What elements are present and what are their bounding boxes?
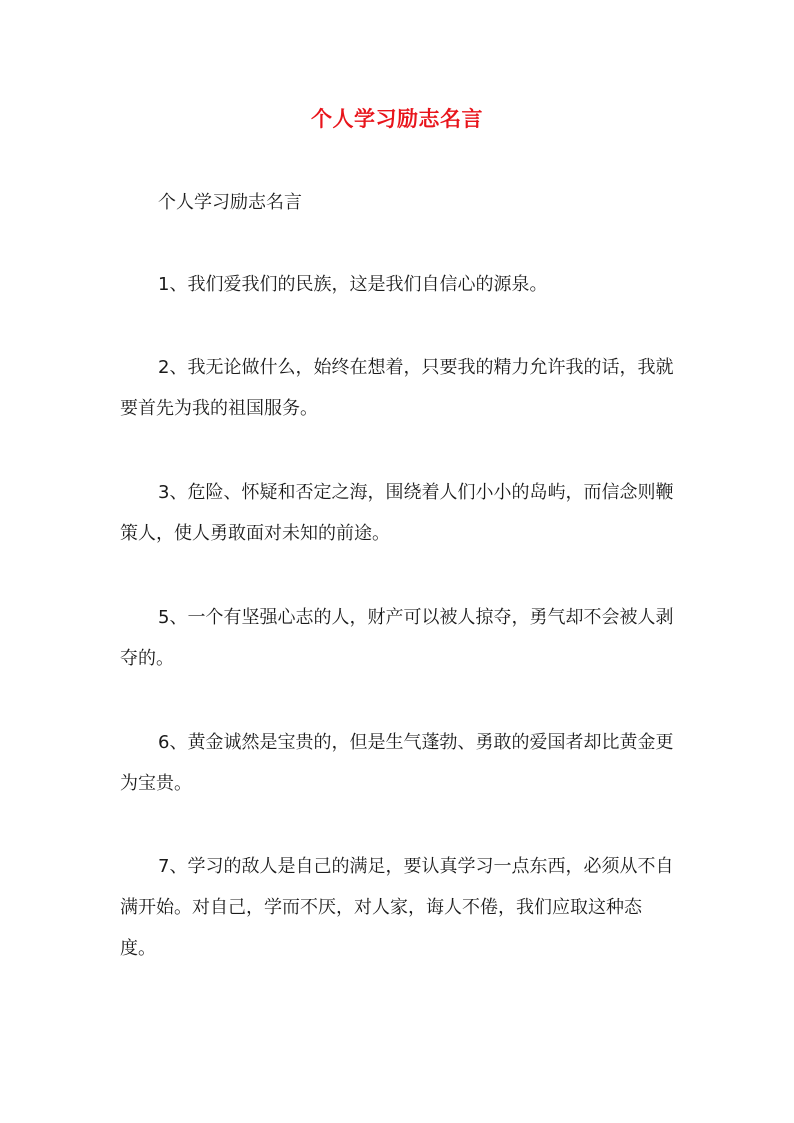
quote-paragraph-1: 1、我们爱我们的民族，这是我们自信心的源泉。 [158,274,548,295]
intro-paragraph: 个人学习励志名言 [158,192,302,213]
document-title: 个人学习励志名言 [311,107,483,131]
quote-paragraph-6: 6、黄金诚然是宝贵的，但是生气蓬勃、勇敢的爱国者却比黄金更为宝贵。 [120,732,674,794]
quote-paragraph-7: 7、学习的敌人是自己的满足，要认真学习一点东西，必须从不自满开始。对自己，学而不厌，对人家，诲人不倦，我们应取这种态度。 [120,856,674,959]
quote-paragraph-3: 3、危险、怀疑和否定之海，围绕着人们小小的岛屿，而信念则鞭策人，使人勇敢面对未知的前途。 [120,482,674,544]
quote-paragraph-2: 2、我无论做什么，始终在想着，只要我的精力允许我的话，我就要首先为我的祖国服务。 [120,357,674,419]
quote-paragraph-5: 5、一个有坚强心志的人，财产可以被人掠夺，勇气却不会被人剥夺的。 [120,607,674,669]
